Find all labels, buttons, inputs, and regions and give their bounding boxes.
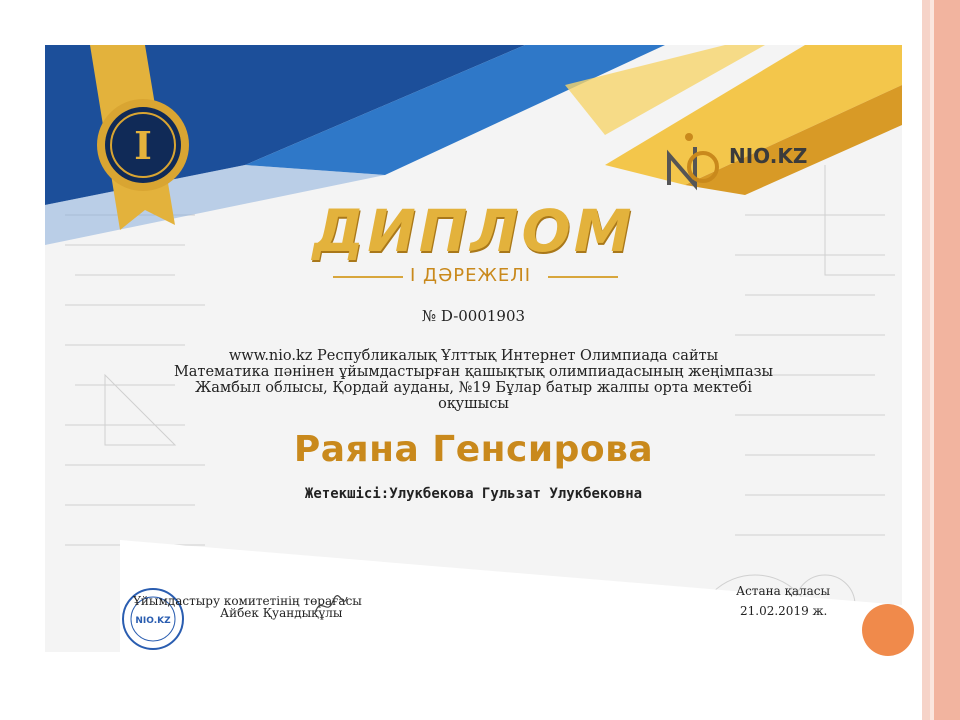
info-line: www.nio.kz Республикалық Ұлттық Интернет Олимпиада сайты <box>228 348 719 364</box>
degree-label: І ДӘРЕЖЕЛІ <box>410 265 532 286</box>
diploma-title: ДИПЛОМ <box>312 197 635 265</box>
gold-medal-emblem <box>93 95 193 195</box>
info-line: оқушысы <box>438 396 509 412</box>
supervisor: Жетекшісі:Улукбекова Гульзат Улукбековна <box>304 486 643 502</box>
nio-logo-text: NIO.KZ <box>729 144 808 168</box>
degree-divider-left <box>333 276 403 278</box>
medal-glyph: I <box>134 123 152 168</box>
issue-date: 21.02.2019 ж. <box>740 604 828 618</box>
diploma-number: № D-0001903 <box>421 307 526 325</box>
degree-divider-right <box>548 276 618 278</box>
student-name: Раяна Генсирова <box>293 429 654 470</box>
diploma-info <box>45 348 902 412</box>
diploma-certificate <box>45 45 902 652</box>
chairman-role: Ұйымдастыру комитетінің төрағасы <box>133 594 362 608</box>
slide-decor-stripe <box>922 0 930 720</box>
slide-decor-band <box>934 0 960 720</box>
info-line: Жамбыл облысы, Қордай ауданы, №19 Бұлар батыр жалпы орта мектебі <box>194 380 753 396</box>
seal-text: NIO.KZ <box>135 616 171 626</box>
nio-logo-icon <box>655 125 725 195</box>
city-label: Астана қаласы <box>736 584 831 598</box>
slide-decor-circle <box>862 604 914 656</box>
info-line: Математика пәнінен ұйымдастырған қашықтық олимпиадасының жеңімпазы <box>173 364 774 380</box>
signature-mark <box>313 593 349 619</box>
chairman-name: Айбек Қуандықұлы <box>220 606 343 620</box>
